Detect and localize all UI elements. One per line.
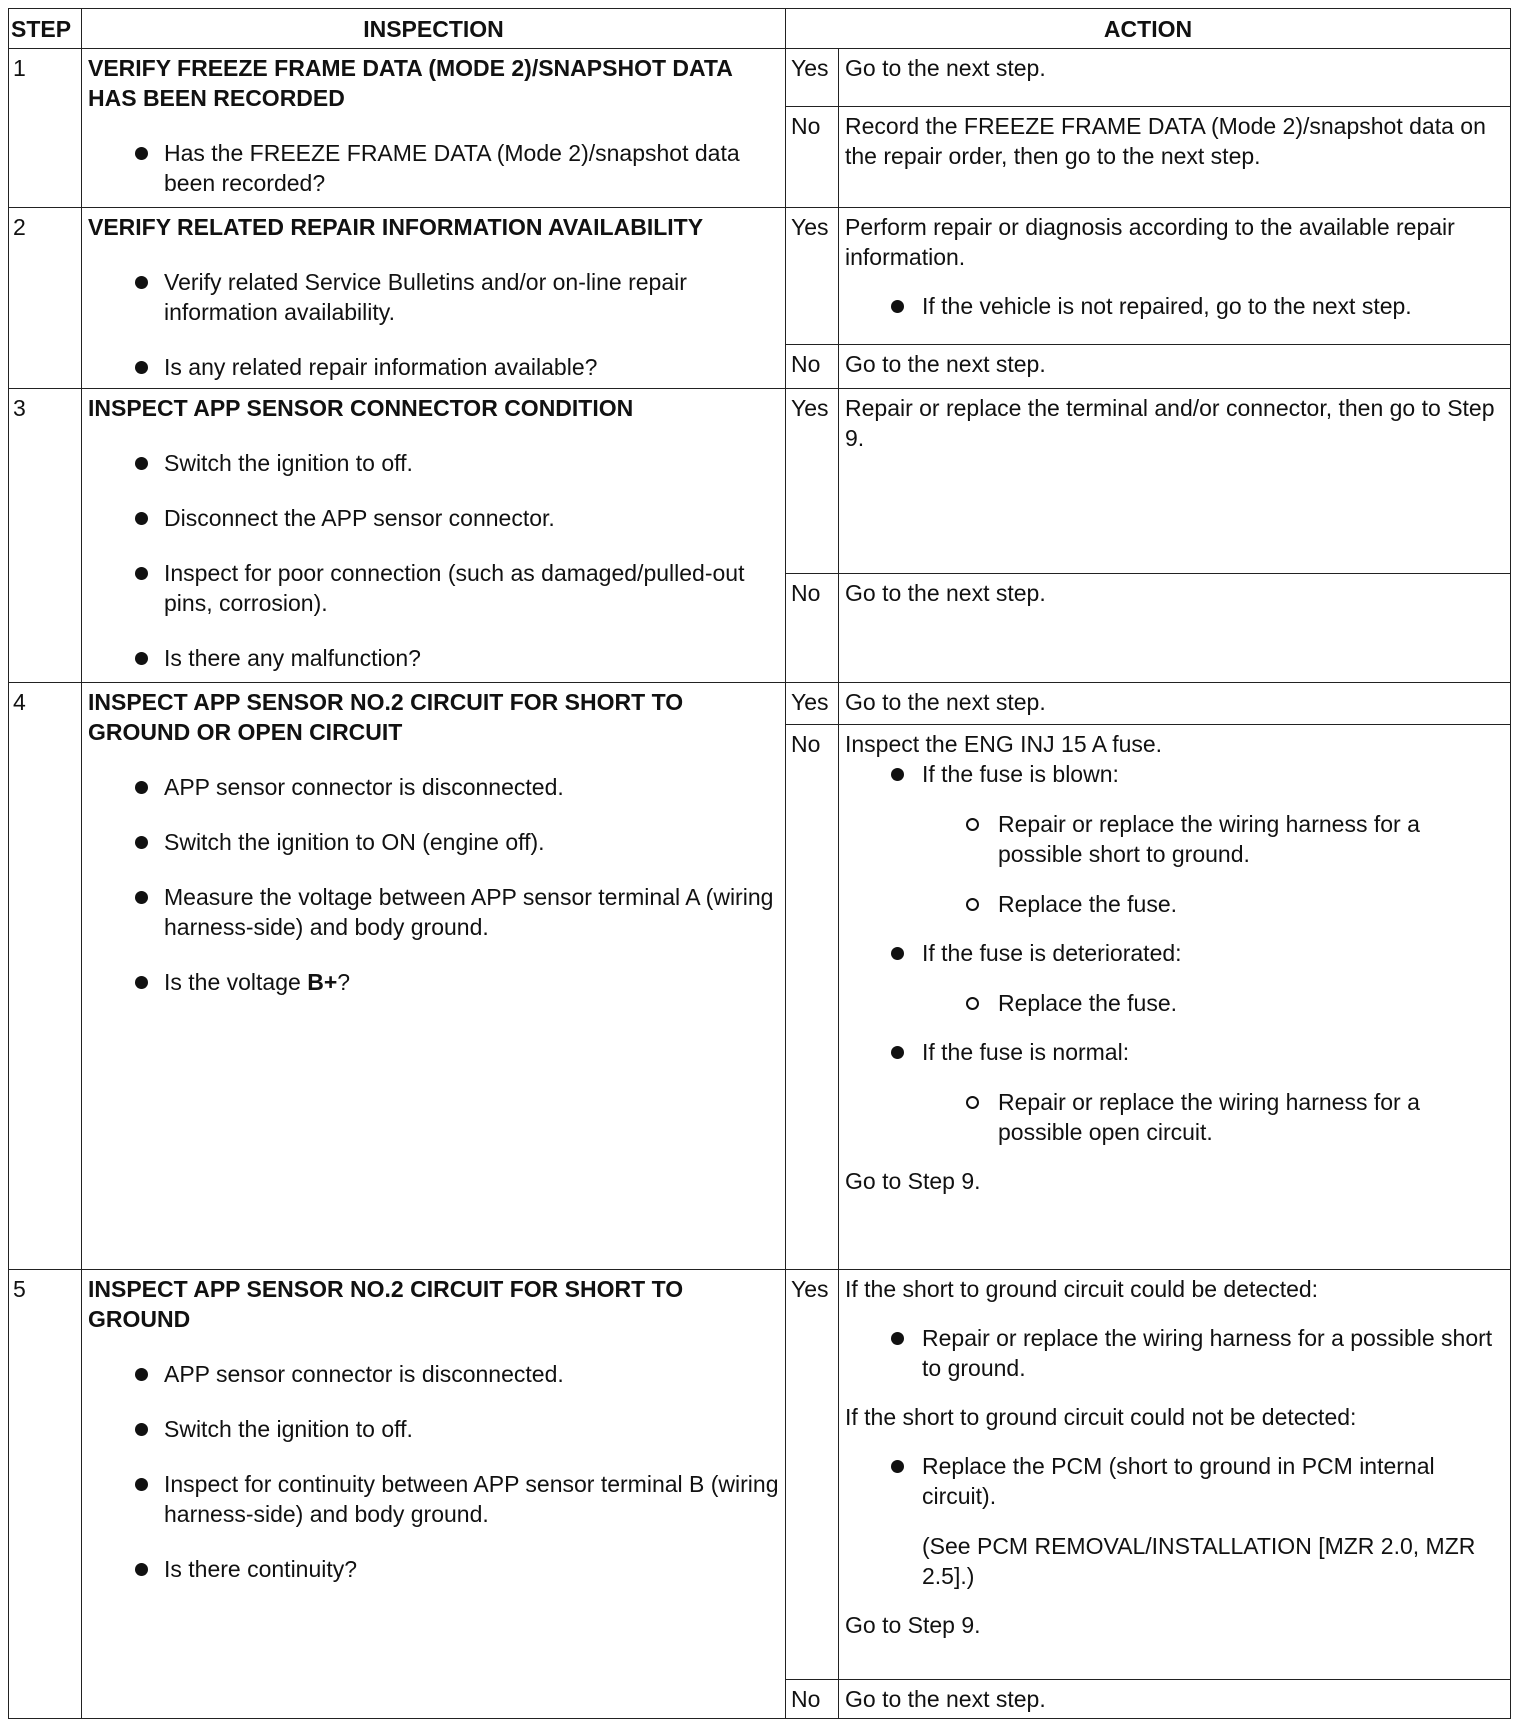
no-label: No: [786, 725, 839, 1270]
step-3-yes-row: [9, 389, 1511, 574]
action-bullets: [845, 938, 1504, 968]
action-text: Perform repair or diagnosis according to the available repair information.: [845, 214, 1455, 270]
step-number: 3: [9, 389, 82, 683]
action-bullet: If the fuse is normal:: [845, 1037, 1504, 1067]
action-bullets: [845, 1037, 1504, 1067]
yes-label: Yes: [786, 683, 839, 725]
inspection-bullet: APP sensor connector is disconnected.: [88, 772, 779, 802]
no-action: Go to the next step.: [839, 345, 1511, 389]
inspection-bullet: Switch the ignition to off.: [88, 448, 779, 478]
sub-bullets: [845, 988, 1504, 1018]
diagnostic-table: [8, 8, 1511, 1719]
no-label: No: [786, 1680, 839, 1719]
yes-action: Go to the next step.: [839, 49, 1511, 107]
step-4-inspection: [82, 683, 786, 1270]
sub-bullets: [845, 809, 1504, 919]
yes-label: Yes: [786, 389, 839, 574]
step-title: INSPECT APP SENSOR NO.2 CIRCUIT FOR SHORT TO GROUND: [88, 1276, 684, 1332]
step-number: 5: [9, 1270, 82, 1719]
action-bullet: Repair or replace the wiring harness for a possible short to ground.: [845, 1323, 1504, 1383]
inspection-bullets: [88, 267, 779, 382]
step-1-inspection: [82, 49, 786, 208]
no-label: No: [786, 345, 839, 389]
action-bullets: [845, 1451, 1504, 1511]
reference-note: (See PCM REMOVAL/INSTALLATION [MZR 2.0, MZR 2.5].): [922, 1533, 1476, 1589]
sub-bullet: Repair or replace the wiring harness for a possible short to ground.: [922, 809, 1504, 869]
inspection-bullets: [88, 138, 779, 198]
sub-bullet: Replace the fuse.: [922, 889, 1504, 919]
step-title: VERIFY RELATED REPAIR INFORMATION AVAILABILITY: [88, 214, 704, 240]
inspection-bullet: Has the FREEZE FRAME DATA (Mode 2)/snapshot data been recorded?: [88, 138, 779, 198]
step-2-yes-row: [9, 208, 1511, 345]
step-1-yes-row: [9, 49, 1511, 107]
step-4-yes-row: [9, 683, 1511, 725]
yes-label: Yes: [786, 208, 839, 345]
bullet-text-end: ?: [337, 969, 351, 995]
inspection-bullets: [88, 1359, 779, 1584]
step-3-inspection: [82, 389, 786, 683]
inspection-bullet: Is there any malfunction?: [88, 643, 779, 673]
voltage-value: B+: [307, 969, 338, 995]
inspection-bullet: Verify related Service Bulletins and/or on-line repair information availability.: [88, 267, 779, 327]
fuse-blown-block: [845, 759, 1504, 1147]
no-label: No: [786, 107, 839, 208]
yes-action: Go to the next step.: [839, 683, 1511, 725]
inspection-bullet: Disconnect the APP sensor connector.: [88, 503, 779, 533]
step-2-inspection: [82, 208, 786, 389]
yes-label: Yes: [786, 49, 839, 107]
action-bullets: [845, 1323, 1504, 1383]
inspection-bullet: Is any related repair information available?: [88, 352, 779, 382]
action-bullet: If the fuse is deteriorated:: [845, 938, 1504, 968]
no-action: Go to the next step.: [839, 1680, 1511, 1719]
action-bullet: Replace the PCM (short to ground in PCM internal circuit).: [845, 1451, 1504, 1511]
action-column-header: ACTION: [786, 9, 1511, 49]
inspection-bullet: Switch the ignition to ON (engine off).: [88, 827, 779, 857]
step-title: INSPECT APP SENSOR CONNECTOR CONDITION: [88, 395, 634, 421]
yes-action: [839, 208, 1511, 345]
no-action: [839, 725, 1511, 1270]
no-action: Record the FREEZE FRAME DATA (Mode 2)/snapshot data on the repair order, then go to the next step.: [839, 107, 1511, 208]
action-bullet: If the vehicle is not repaired, go to the next step.: [845, 291, 1504, 321]
inspection-bullet: APP sensor connector is disconnected.: [88, 1359, 779, 1389]
action-text: Go to Step 9.: [845, 1168, 981, 1194]
action-bullets: [845, 759, 1504, 789]
action-text: Go to Step 9.: [845, 1612, 981, 1638]
bullet-text: Is the voltage: [164, 969, 308, 995]
sub-bullet: Repair or replace the wiring harness for a possible open circuit.: [922, 1087, 1504, 1147]
inspection-bullet: [88, 967, 779, 997]
step-title: VERIFY FREEZE FRAME DATA (MODE 2)/SNAPSHOT DATA HAS BEEN RECORDED: [88, 55, 733, 111]
inspection-bullet: Inspect for continuity between APP sensor terminal B (wiring harness-side) and body ground.: [88, 1469, 779, 1529]
step-number: 1: [9, 49, 82, 208]
inspection-bullet: Inspect for poor connection (such as damaged/pulled-out pins, corrosion).: [88, 558, 779, 618]
inspection-bullet: Measure the voltage between APP sensor terminal A (wiring harness-side) and body ground.: [88, 882, 779, 942]
no-label: No: [786, 574, 839, 683]
inspection-column-header: INSPECTION: [82, 9, 786, 49]
action-bullet: If the fuse is blown:: [845, 759, 1504, 789]
action-bullets: [845, 291, 1504, 321]
yes-label: Yes: [786, 1270, 839, 1680]
sub-bullet: Replace the fuse.: [922, 988, 1504, 1018]
inspection-bullet: Switch the ignition to off.: [88, 1414, 779, 1444]
header-row: [9, 9, 1511, 49]
action-text: Inspect the ENG INJ 15 A fuse.: [845, 731, 1163, 757]
inspection-bullets: [88, 772, 779, 997]
step-number: 2: [9, 208, 82, 389]
no-action: Go to the next step.: [839, 574, 1511, 683]
action-text: If the short to ground circuit could be detected:: [845, 1276, 1319, 1302]
action-text: If the short to ground circuit could not be detected:: [845, 1404, 1357, 1430]
step-5-yes-row: [9, 1270, 1511, 1680]
sub-bullets: [845, 1087, 1504, 1147]
step-5-inspection: [82, 1270, 786, 1719]
step-title: INSPECT APP SENSOR NO.2 CIRCUIT FOR SHORT TO GROUND OR OPEN CIRCUIT: [88, 689, 684, 745]
inspection-bullet: Is there continuity?: [88, 1554, 779, 1584]
yes-action: [839, 1270, 1511, 1680]
step-column-header: STEP: [9, 9, 82, 49]
step-number: 4: [9, 683, 82, 1270]
yes-action: Repair or replace the terminal and/or connector, then go to Step 9.: [839, 389, 1511, 574]
inspection-bullets: [88, 448, 779, 673]
